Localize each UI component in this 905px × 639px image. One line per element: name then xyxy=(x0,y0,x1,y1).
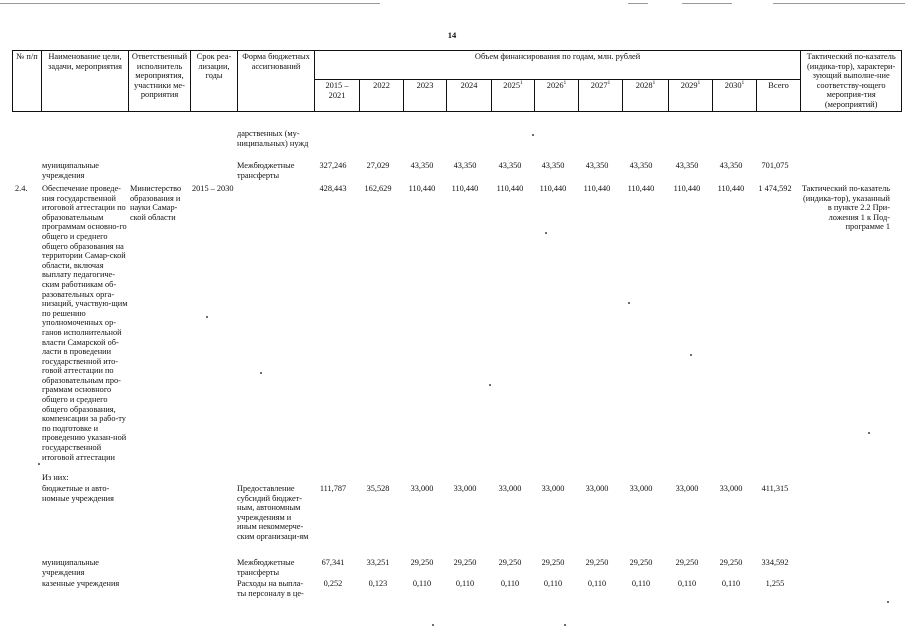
scan-speck xyxy=(260,372,262,374)
scan-speck xyxy=(432,624,434,626)
funding-table-header xyxy=(12,50,902,112)
value-cell-total: 334,592 xyxy=(761,558,789,567)
header-executor: Ответственный исполнитель мероприятия, участники ме-роприятия xyxy=(129,51,191,112)
value-cell-total: 701,075 xyxy=(761,161,789,170)
value-cell-2027: 110,440 xyxy=(583,184,611,193)
value-cell-2023: 110,440 xyxy=(408,184,436,193)
value-cell-2025: 33,000 xyxy=(498,484,522,493)
value-cell-total: 1,255 xyxy=(765,579,785,588)
name-cell: казенные учреждения xyxy=(42,579,120,588)
header-term: Срок реа-лизации, годы xyxy=(191,51,238,112)
value-cell-total: 411,315 xyxy=(761,484,789,493)
scan-speck xyxy=(690,354,692,356)
indicator-cell: Тактический по-казатель (индика-тор), указанный в пункте 2.2 При-ложения 1 к Под-программе 1 xyxy=(801,184,890,232)
value-cell-2023: 33,000 xyxy=(410,484,434,493)
header-form: Форма бюджетных ассигнований xyxy=(238,51,315,112)
name-cell: Обеспечение проведе-ния государственной итоговой аттестации по образовательным программам основно-го общего и среднего общего образования на территории Самар-ской области, включая выплату педагогиче-ским работникам об-разовательных орга-низаций, участвую-щим по решению уполномоченных ор-ганов исполнительной власти Самарской об-ласти в проведении государственной ито-говой аттестации по образовательным про-граммам основного общего и среднего общего образования, компенсации за рабо-ту по подготовке и проведению указан-ной государственной итоговой аттестации xyxy=(42,184,128,462)
header-name: Наименование цели, задачи, мероприятия xyxy=(42,51,129,112)
value-cell-2026: 29,250 xyxy=(541,558,565,567)
value-cell-2029: 110,440 xyxy=(673,184,701,193)
value-cell-2025: 43,350 xyxy=(498,161,522,170)
header-funding: Объем финансирования по годам, млн. рублей xyxy=(315,51,801,80)
value-cell-2015-2021: 0,252 xyxy=(323,579,343,588)
scan-speck xyxy=(628,302,630,304)
value-cell-2025: 0,110 xyxy=(500,579,520,588)
value-cell-2029: 29,250 xyxy=(675,558,699,567)
form-cell: Межбюджетные трансферты xyxy=(237,558,295,577)
value-cell-2026: 110,440 xyxy=(539,184,567,193)
value-cell-2029: 0,110 xyxy=(677,579,697,588)
scan-line xyxy=(0,3,380,4)
value-cell-2015-2021: 327,246 xyxy=(319,161,347,170)
executor-cell: Министерство образования и науки Самар-ской области xyxy=(130,184,182,222)
value-cell-2022: 33,251 xyxy=(366,558,390,567)
value-cell-2028: 29,250 xyxy=(629,558,653,567)
name-cell: бюджетные и авто-номные учреждения xyxy=(42,484,114,503)
value-cell-2029: 33,000 xyxy=(675,484,699,493)
form-cell: дарственных (му-ниципальных) нужд xyxy=(237,129,309,148)
value-cell-2022: 27,029 xyxy=(366,161,390,170)
value-cell-2024: 110,440 xyxy=(451,184,479,193)
value-cell-2028: 43,350 xyxy=(629,161,653,170)
scan-line xyxy=(773,3,905,4)
value-cell-2026: 43,350 xyxy=(541,161,565,170)
value-cell-2024: 0,110 xyxy=(455,579,475,588)
year-col-2023: 2023 xyxy=(404,80,447,111)
value-cell-2024: 33,000 xyxy=(453,484,477,493)
scan-speck xyxy=(887,601,889,603)
value-cell-2024: 43,350 xyxy=(453,161,477,170)
value-cell-2029: 43,350 xyxy=(675,161,699,170)
scan-speck xyxy=(532,134,534,136)
value-cell-2025: 29,250 xyxy=(498,558,522,567)
header-num: № п/п xyxy=(13,51,42,112)
scan-speck xyxy=(206,316,208,318)
value-cell-2027: 0,110 xyxy=(587,579,607,588)
value-cell-2024: 29,250 xyxy=(453,558,477,567)
year-col-2028: 2028$^1$ xyxy=(623,80,669,111)
year-col-2022: 2022 xyxy=(360,80,404,111)
value-cell-2023: 43,350 xyxy=(410,161,434,170)
year-col-2029: 2029$^1$ xyxy=(669,80,713,111)
value-cell-2030: 43,350 xyxy=(719,161,743,170)
value-cell-total: 1 474,592 xyxy=(758,184,792,193)
value-cell-2023: 29,250 xyxy=(410,558,434,567)
year-col-2025: 2025$^1$ xyxy=(492,80,535,111)
row-num-cell: 2.4. xyxy=(15,184,28,193)
scan-speck xyxy=(38,463,40,465)
name-cell: муниципальные учреждения xyxy=(42,161,99,180)
value-cell-2022: 0,123 xyxy=(368,579,388,588)
value-cell-2022: 162,629 xyxy=(364,184,392,193)
value-cell-2022: 35,528 xyxy=(366,484,390,493)
value-cell-2028: 0,110 xyxy=(631,579,651,588)
value-cell-2030: 29,250 xyxy=(719,558,743,567)
value-cell-2030: 0,110 xyxy=(721,579,741,588)
value-cell-2026: 33,000 xyxy=(541,484,565,493)
year-col-total: Всего xyxy=(757,80,801,111)
year-col-2027: 2027$^1$ xyxy=(579,80,623,111)
year-col-2026: 2026$^1$ xyxy=(535,80,579,111)
value-cell-2027: 33,000 xyxy=(585,484,609,493)
value-cell-2015-2021: 67,341 xyxy=(321,558,345,567)
scan-speck xyxy=(545,232,547,234)
value-cell-2015-2021: 111,787 xyxy=(319,484,347,493)
form-cell: Расходы на выпла-ты персоналу в це- xyxy=(237,579,304,598)
value-cell-2028: 110,440 xyxy=(627,184,655,193)
header-indicator: Тактический по-казатель (индика-тор), характери-зующий выполне-ние соответству-ющего мероприя-тия (мероприятий) xyxy=(801,51,902,112)
value-cell-2026: 0,110 xyxy=(543,579,563,588)
form-cell: Межбюджетные трансферты xyxy=(237,161,295,180)
scan-speck xyxy=(564,624,566,626)
name-cell: Из них: xyxy=(42,473,69,482)
value-cell-2015-2021: 428,443 xyxy=(319,184,347,193)
scan-speck xyxy=(489,384,491,386)
year-col-2030: 2030$^1$ xyxy=(713,80,757,111)
value-cell-2023: 0,110 xyxy=(412,579,432,588)
scan-line xyxy=(628,3,648,4)
name-cell: муниципальные учреждения xyxy=(42,558,99,577)
value-cell-2030: 33,000 xyxy=(719,484,743,493)
value-cell-2027: 29,250 xyxy=(585,558,609,567)
value-cell-2027: 43,350 xyxy=(585,161,609,170)
value-cell-2028: 33,000 xyxy=(629,484,653,493)
scan-speck xyxy=(868,432,870,434)
form-cell: Предоставление субсидий бюджет-ным, автономным учреждениям и иным некоммерче-ским организаци-ям xyxy=(237,484,309,541)
term-cell: 2015 – 2030 xyxy=(192,184,234,193)
value-cell-2025: 110,440 xyxy=(496,184,524,193)
scan-line xyxy=(682,3,732,4)
value-cell-2030: 110,440 xyxy=(717,184,745,193)
year-col-2024: 2024 xyxy=(447,80,492,111)
page-number: 14 xyxy=(447,30,457,40)
year-col-2015-2021: 2015 – 2021 xyxy=(315,80,360,111)
